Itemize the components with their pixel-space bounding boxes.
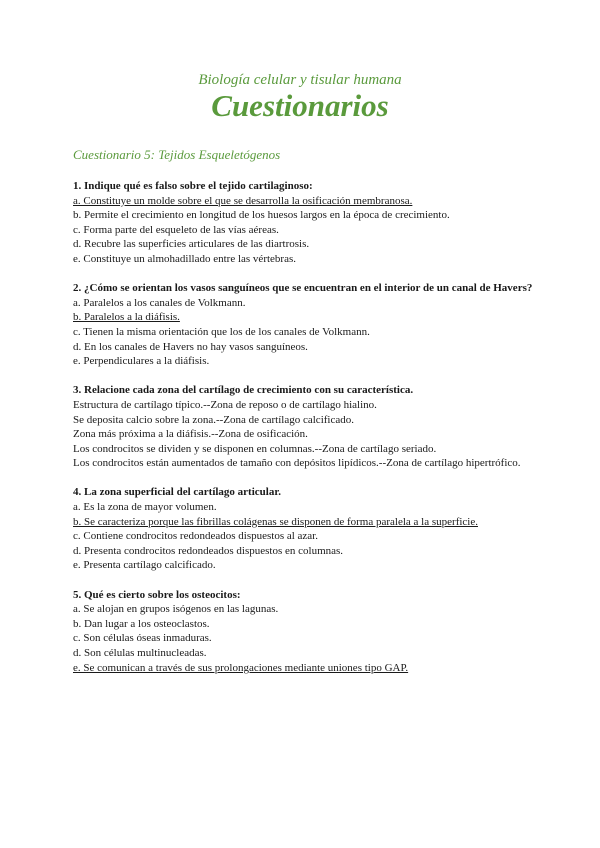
question-1 [73,179,535,267]
question-heading: 2. ¿Cómo se orientan los vasos sanguíneos que se encuentran en el interior de un canal de Havers? [73,282,533,295]
option-c: c. Contiene condrocitos redondeados dispuestos al azar. [73,530,318,543]
section-title: Cuestionario 5: Tejidos Esqueletógenos [73,147,281,162]
option-e-marked: e. Se comunican a través de sus prolongaciones mediante uniones tipo GAP. [73,661,409,674]
option-c: c. Tienen la misma orientación que los de los canales de Volkmann. [73,325,370,338]
option-b: b. Dan lugar a los osteoclastos. [73,617,210,630]
option-d: d. En los canales de Havers no hay vasos sanguíneos. [73,340,308,353]
option-a: a. Paralelos a los canales de Volkmann. [73,296,246,309]
match-pair: Se deposita calcio sobre la zona.--Zona de cartílago calcificado. [73,413,354,426]
option-c: c. Forma parte del esqueleto de las vías aéreas. [73,223,279,236]
option-a-marked: a. Constituye un molde sobre el que se desarrolla la osificación membranosa. [73,194,413,207]
course-subtitle: Biología celular y tisular humana [198,72,402,88]
match-pair: Los condrocitos se dividen y se disponen en columnas.--Zona de cartílago seriado. [73,442,437,455]
match-pair: Los condrocitos están aumentados de tamaño con depósitos lipídicos.--Zona de cartílago hipertrófico. [73,457,521,470]
page-title: Cuestionarios [211,88,389,123]
question-heading: 4. La zona superficial del cartílago articular. [73,486,281,499]
question-3 [73,383,535,471]
option-d: d. Recubre las superficies articulares de las diartrosis. [73,238,310,251]
match-pair: Zona más próxima a la diáfisis.--Zona de osificación. [73,428,308,441]
question-heading: 5. Qué es cierto sobre los osteocitos: [73,588,241,601]
option-b: b. Permite el crecimiento en longitud de los huesos largos en la época de crecimiento. [73,209,450,222]
question-5 [73,588,535,676]
option-e: e. Constituye un almohadillado entre las vértebras. [73,252,296,265]
questionnaire [73,179,535,690]
option-c: c. Son células óseas inmaduras. [73,632,212,645]
option-d: d. Son células multinucleadas. [73,647,207,659]
match-pair: Estructura de cartílago típico.--Zona de reposo o de cartílago hialino. [73,398,377,411]
question-heading: 3. Relacione cada zona del cartílago de crecimiento con su característica. [73,384,414,397]
option-b-marked: b. Paralelos a la diáfisis. [73,311,180,324]
option-e: e. Presenta cartílago calcificado. [73,559,216,572]
option-a: a. Es la zona de mayor volumen. [73,501,217,514]
option-e: e. Perpendiculares a la diáfisis. [73,355,210,368]
question-4 [73,485,535,573]
question-heading: 1. Indique qué es falso sobre el tejido cartilaginoso: [73,180,313,192]
option-b-marked: b. Se caracteriza porque las fibrillas colágenas se disponen de forma paralela a la superficie. [73,515,478,528]
question-2 [73,281,535,369]
option-a: a. Se alojan en grupos isógenos en las lagunas. [73,603,279,616]
option-d: d. Presenta condrocitos redondeados dispuestos en columnas. [73,544,344,557]
